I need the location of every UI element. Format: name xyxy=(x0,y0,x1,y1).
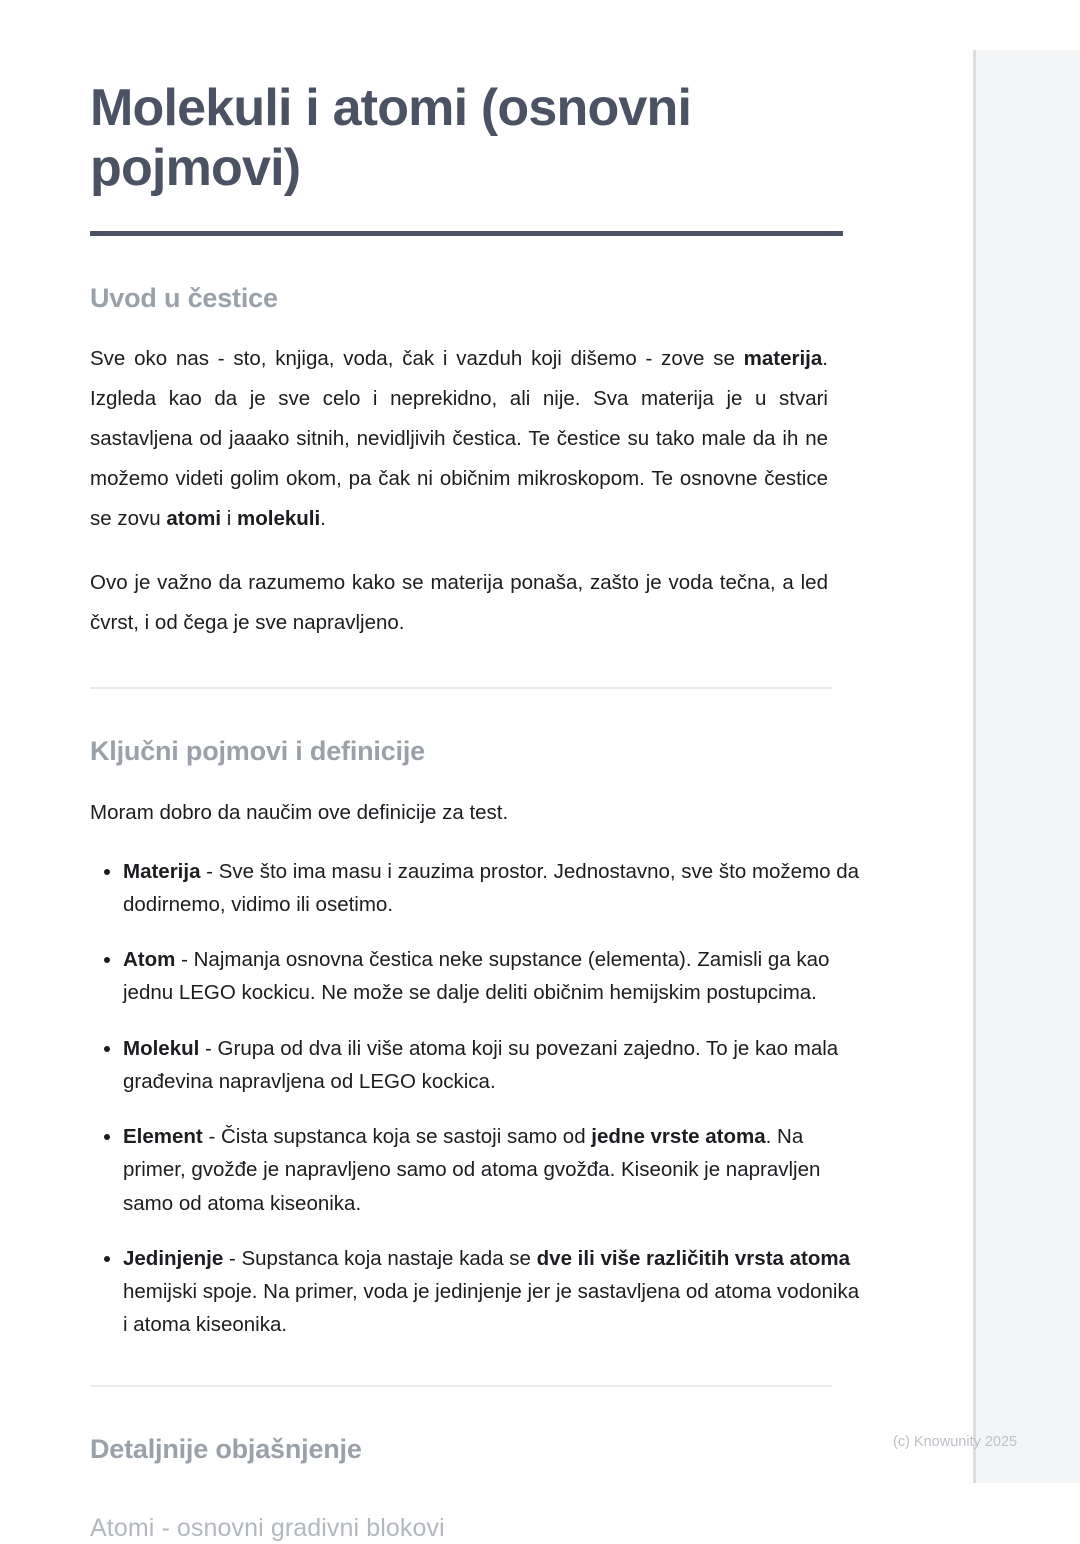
paragraph-terms-intro: Moram dobro da naučim ove definicije za test. xyxy=(90,800,509,824)
term-label: Atom xyxy=(123,948,176,972)
bullet-icon xyxy=(104,1134,110,1140)
list-item xyxy=(123,1120,865,1220)
list-item xyxy=(123,855,865,921)
term-label: Jedinjenje xyxy=(123,1246,224,1270)
term-definition: - Čista supstanca koja se sastoji samo od jedne vrste atoma. Na primer, gvožđe je napravljeno samo od atoma gvožđa. Kiseonik je napravljen samo od atoma kiseonika. xyxy=(123,1125,821,1215)
term-label: Element xyxy=(123,1125,203,1149)
section-heading-pojmovi: Ključni pojmovi i definicije xyxy=(90,736,425,767)
section-divider-2 xyxy=(90,1385,832,1387)
term-label: Molekul xyxy=(123,1036,200,1060)
watermark: (c) Knowunity 2025 xyxy=(893,1434,1018,1450)
paragraph-intro-2: Ovo je važno da razumemo kako se materija ponaša, zašto je voda tečna, a led čvrst, i od čega je sve napravljeno. xyxy=(90,571,828,635)
section-divider-1 xyxy=(90,687,832,689)
right-side-panel[interactable] xyxy=(973,50,1080,1483)
term-definition: - Supstanca koja nastaje kada se dve ili više različitih vrsta atoma hemijski spoje. Na primer, voda je jedinjenje jer je sastavljena od atoma vodonika i atoma kiseonika. xyxy=(123,1246,860,1337)
list-item xyxy=(123,943,865,1009)
section-heading-detaljnije: Detaljnije objašnjenje xyxy=(90,1434,362,1465)
page-title: Molekuli i atomi (osnovni pojmovi) xyxy=(90,79,692,198)
section-heading-uvod: Uvod u čestice xyxy=(90,282,278,313)
subsection-heading-atomi: Atomi - osnovni gradivni blokovi xyxy=(90,1514,445,1543)
paragraph-intro-1: Sve oko nas - sto, knjiga, voda, čak i vazduh koji dišemo - zove se materija. Izgleda kao da je sve celo i neprekidno, ali nije. Sva materija je u stvari sastavljena od jaaako sitnih, nevidljivih čestica. Te čestice su tako male da ih ne možemo videti golim okom, pa čak ni običnim mikroskopom. Te osnovne čestice se zovu atomi i molekuli. xyxy=(90,347,828,531)
term-label: Materija xyxy=(123,859,201,883)
term-definition: - Sve što ima masu i zauzima prostor. Jednostavno, sve što možemo da dodirnemo, vidimo ili osetimo. xyxy=(123,859,860,917)
list-item xyxy=(123,1242,865,1342)
bullet-icon xyxy=(104,1046,110,1052)
list-item xyxy=(123,1032,865,1098)
definition-list xyxy=(90,855,865,1341)
bullet-icon xyxy=(104,869,110,875)
bullet-icon xyxy=(104,957,110,963)
term-definition: - Grupa od dva ili više atoma koji su povezani zajedno. To je kao mala građevina napravljena od LEGO kockica. xyxy=(123,1036,839,1093)
bullet-icon xyxy=(104,1256,110,1262)
term-definition: - Najmanja osnovna čestica neke supstance (elementa). Zamisli ga kao jednu LEGO kockicu. Ne može se dalje deliti običnim hemijskim postupcima. xyxy=(123,948,830,1005)
title-divider xyxy=(90,231,843,236)
